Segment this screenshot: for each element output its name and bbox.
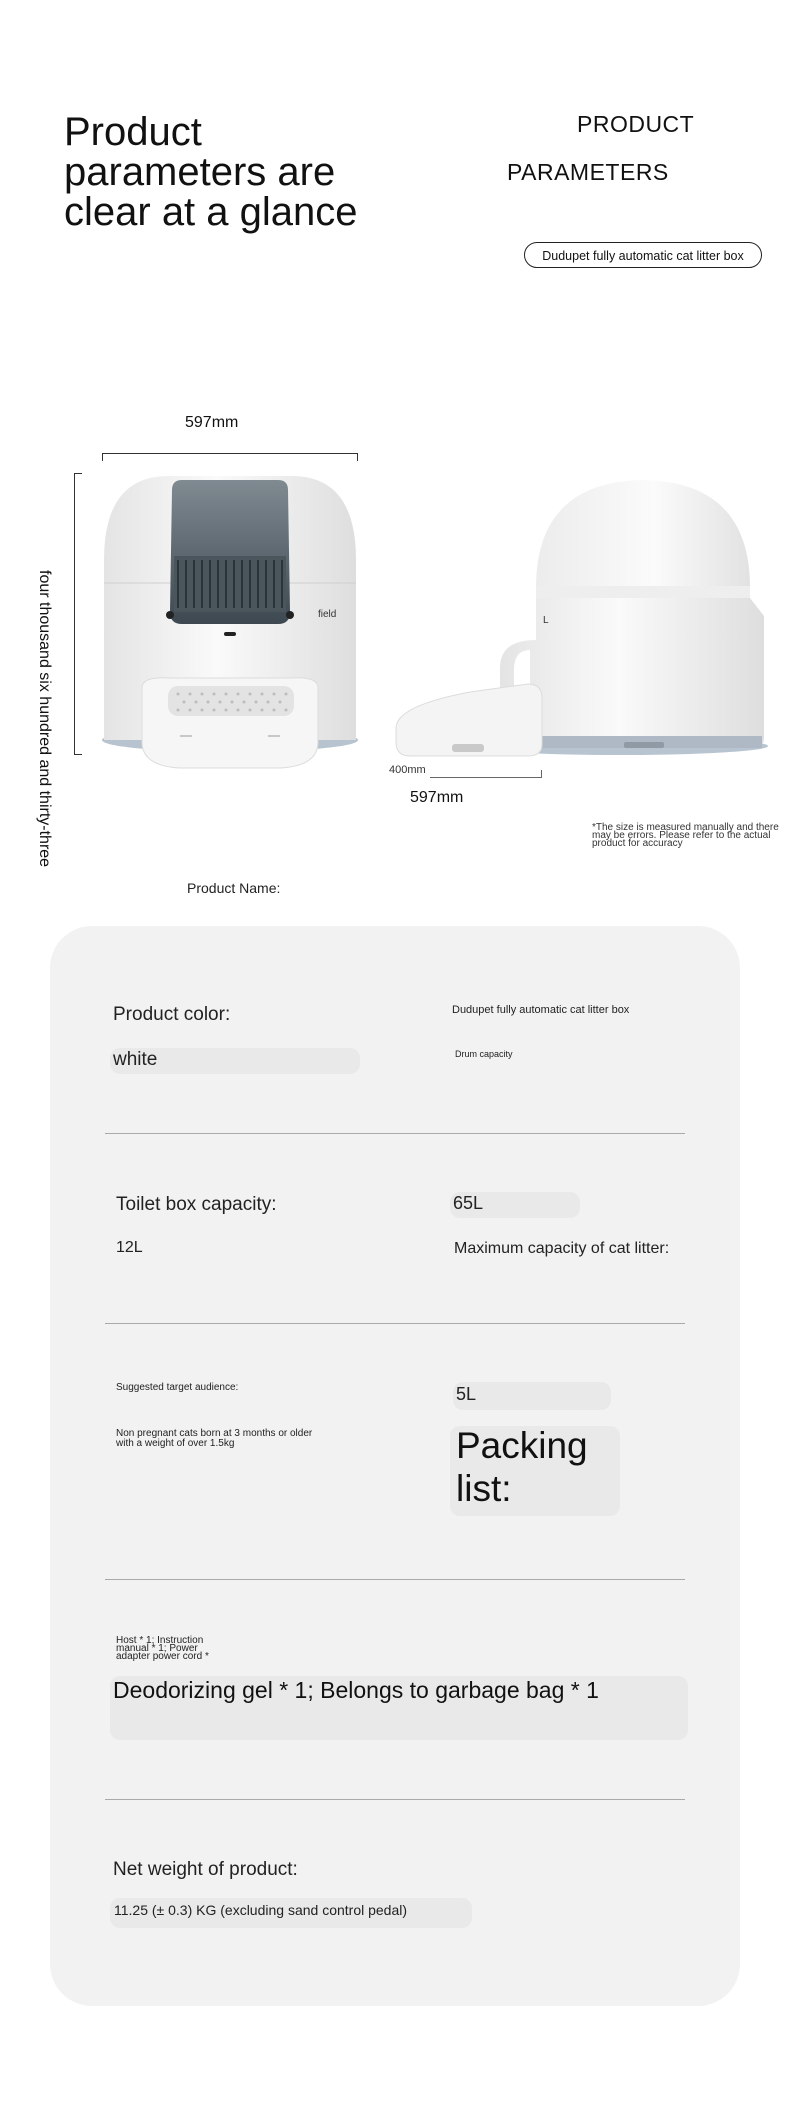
product-name-label: Product Name: — [187, 880, 281, 896]
max-litter-capacity-label: Maximum capacity of cat litter: — [454, 1240, 670, 1257]
packing-list-label: Packing list: — [456, 1425, 588, 1509]
page-title: Product parameters are clear at a glance — [64, 112, 358, 234]
height-dimension-label: four thousand six hundred and thirty-three — [36, 570, 53, 868]
packing-list-items: Host * 1; Instruction manual * 1; Power adapter power cord * — [116, 1635, 209, 1662]
drum-capacity-value: 65L — [453, 1193, 484, 1213]
depth-dimension-line — [430, 770, 542, 778]
product-name-value: Dudupet fully automatic cat litter box — [452, 1004, 630, 1016]
target-audience-label: Suggested target audience: — [116, 1382, 239, 1393]
max-litter-capacity-value: 5L — [456, 1384, 477, 1404]
depth-dimension-400: 400mm — [389, 764, 426, 776]
label-field: field — [318, 609, 337, 620]
color-value: white — [113, 1049, 158, 1070]
max-litter-value-bg — [453, 1382, 611, 1410]
net-weight-value: 11.25 (± 0.3) KG (excluding sand control pedal) — [114, 1902, 408, 1918]
drum-capacity-label: Drum capacity — [455, 1049, 513, 1059]
litter-box-front-view — [102, 476, 358, 768]
measurement-note: *The size is measured manually and there may be errors. Please refer to the actual product for accuracy — [592, 822, 779, 849]
spec-card — [50, 926, 740, 2006]
target-audience-value: Non pregnant cats born at 3 months or older with a weight of over 1.5kg — [116, 1428, 313, 1449]
width-dimension-top: 597mm — [185, 414, 239, 431]
packing-list-items-2: Deodorizing gel * 1; Belongs to garbage bag * 1 — [113, 1677, 599, 1703]
divider — [105, 1799, 685, 1800]
divider — [105, 1323, 685, 1324]
toilet-box-capacity-value: 12L — [116, 1239, 143, 1256]
width-dimension-bottom: 597mm — [410, 789, 464, 806]
product-pill: Dudupet fully automatic cat litter box — [524, 242, 762, 268]
net-weight-label: Net weight of product: — [113, 1859, 298, 1880]
toilet-box-capacity-label: Toilet box capacity: — [116, 1194, 277, 1215]
parameters-heading-line2: PARAMETERS — [507, 159, 669, 185]
divider — [105, 1579, 685, 1580]
divider — [105, 1133, 685, 1134]
parameters-heading-line1: PRODUCT — [577, 111, 695, 137]
color-label: Product color: — [113, 1004, 231, 1025]
label-l: L — [543, 615, 549, 626]
litter-box-side-view — [396, 480, 768, 756]
